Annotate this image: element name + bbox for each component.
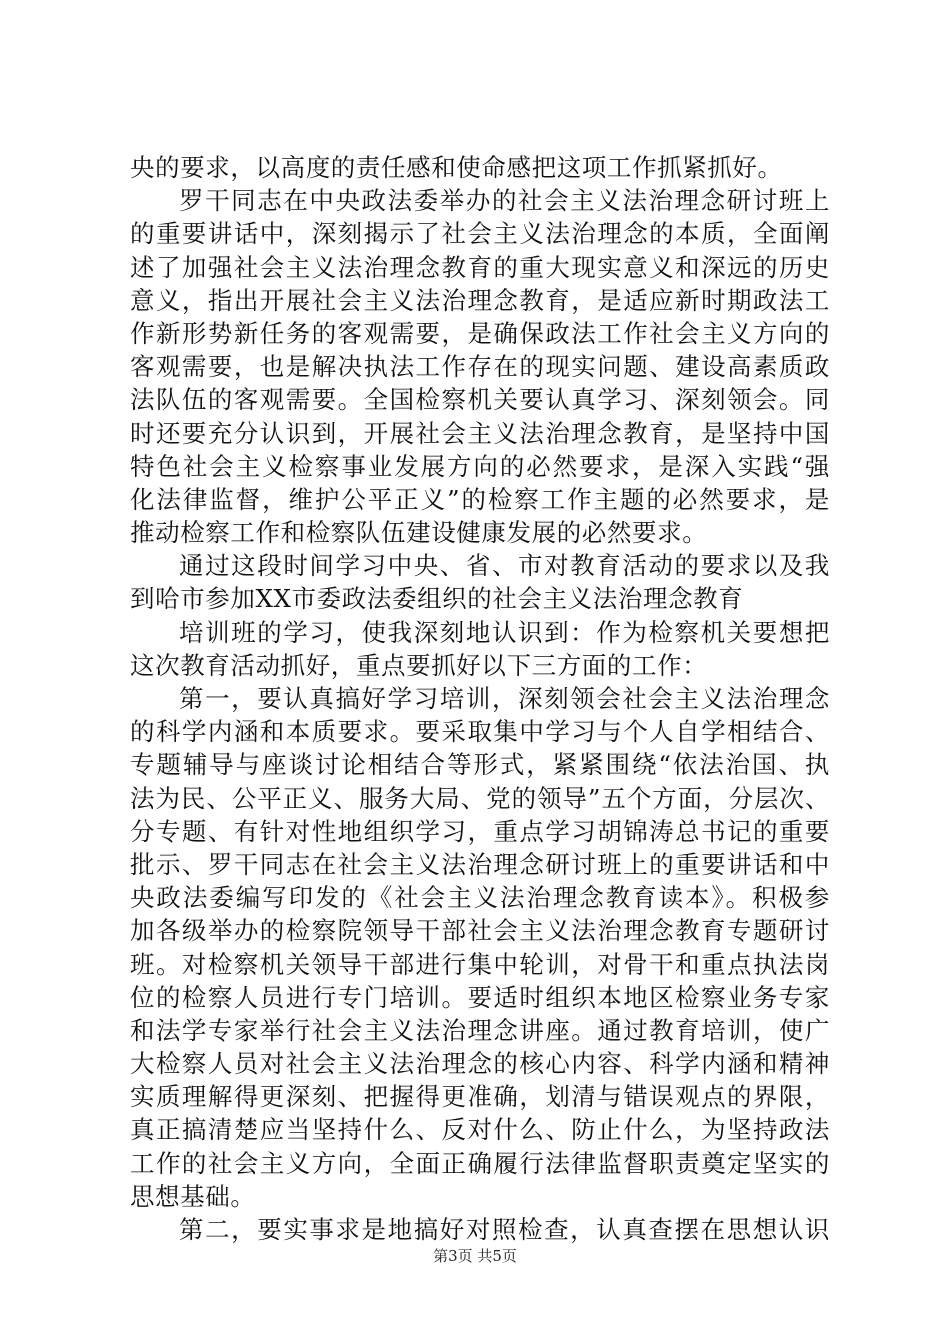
text-line: 央政法委编写印发的《社会主义法治理念教育读本》。积极参 [130, 883, 830, 913]
text-line: 罗干同志在中央政法委举办的社会主义法治理念研讨班上 [179, 186, 830, 216]
text-line: 这次教育活动抓好，重点要抓好以下三方面的工作： [130, 650, 708, 680]
text-line: 专题辅导与座谈讨论相结合等形式，紧紧围绕“依法治国、执 [130, 750, 830, 780]
text-line: 真正搞清楚应当坚持什么、反对什么、防止什么，为坚持政法 [130, 1115, 830, 1145]
text-line: 特色社会主义检察事业发展方向的必然要求，是深入实践“强 [130, 451, 830, 481]
text-line: 的重要讲话中，深刻揭示了社会主义法治理念的本质，全面阐 [130, 219, 830, 249]
text-line: 思想基础。 [130, 1181, 256, 1211]
text-line: 和法学专家举行社会主义法治理念讲座。通过教育培训，使广 [130, 1015, 830, 1045]
body-text [130, 151, 830, 1246]
text-line: 意义，指出开展社会主义法治理念教育，是适应新时期政法工 [130, 285, 830, 315]
text-line: 分专题、有针对性地组织学习，重点学习胡锦涛总书记的重要 [130, 816, 830, 846]
text-line: 到哈市参加XX市委政法委组织的社会主义法治理念教育 [130, 584, 744, 614]
text-line: 班。对检察机关领导干部进行集中轮训，对骨干和重点执法岗 [130, 949, 830, 979]
text-line: 化法律监督，维护公平正义”的检察工作主题的必然要求，是 [130, 484, 830, 514]
text-line: 大检察人员对社会主义法治理念的核心内容、科学内涵和精神 [130, 1049, 830, 1079]
text-line: 法为民、公平正义、服务大局、党的领导”五个方面，分层次、 [130, 783, 830, 813]
text-line: 实质理解得更深刻、把握得更准确，划清与错误观点的界限， [130, 1082, 830, 1112]
text-line: 客观需要，也是解决执法工作存在的现实问题、建设高素质政 [130, 352, 830, 382]
text-line: 央的要求，以高度的责任感和使命感把这项工作抓紧抓好。 [130, 153, 783, 182]
text-line: 培训班的学习，使我深刻地认识到：作为检察机关要想把 [179, 617, 830, 647]
text-line: 加各级举办的检察院领导干部社会主义法治理念教育专题研讨 [130, 916, 830, 946]
text-line: 推动检察工作和检察队伍建设健康发展的必然要求。 [130, 518, 708, 548]
text-line: 法队伍的客观需要。全国检察机关要认真学习、深刻领会。同 [130, 385, 830, 415]
text-line: 通过这段时间学习中央、省、市对教育活动的要求以及我 [179, 551, 830, 581]
text-line: 工作的社会主义方向，全面正确履行法律监督职责奠定坚实的 [130, 1148, 830, 1178]
text-line: 第二，要实事求是地搞好对照检查，认真查摆在思想认识 [179, 1215, 830, 1244]
text-line: 批示、罗干同志在社会主义法治理念研讨班上的重要讲话和中 [130, 849, 830, 879]
page-footer: 第3页 共5页 [433, 1247, 517, 1265]
text-line: 作新形势新任务的客观需要，是确保政法工作社会主义方向的 [130, 318, 830, 348]
text-line: 的科学内涵和本质要求。要采取集中学习与个人自学相结合、 [130, 717, 830, 747]
text-line: 时还要充分认识到，开展社会主义法治理念教育，是坚持中国 [130, 418, 830, 448]
text-line: 述了加强社会主义法治理念教育的重大现实意义和深远的历史 [130, 252, 830, 282]
text-line: 第一，要认真搞好学习培训，深刻领会社会主义法治理念 [179, 684, 830, 713]
text-line: 位的检察人员进行专门培训。要适时组织本地区检察业务专家 [130, 982, 830, 1012]
